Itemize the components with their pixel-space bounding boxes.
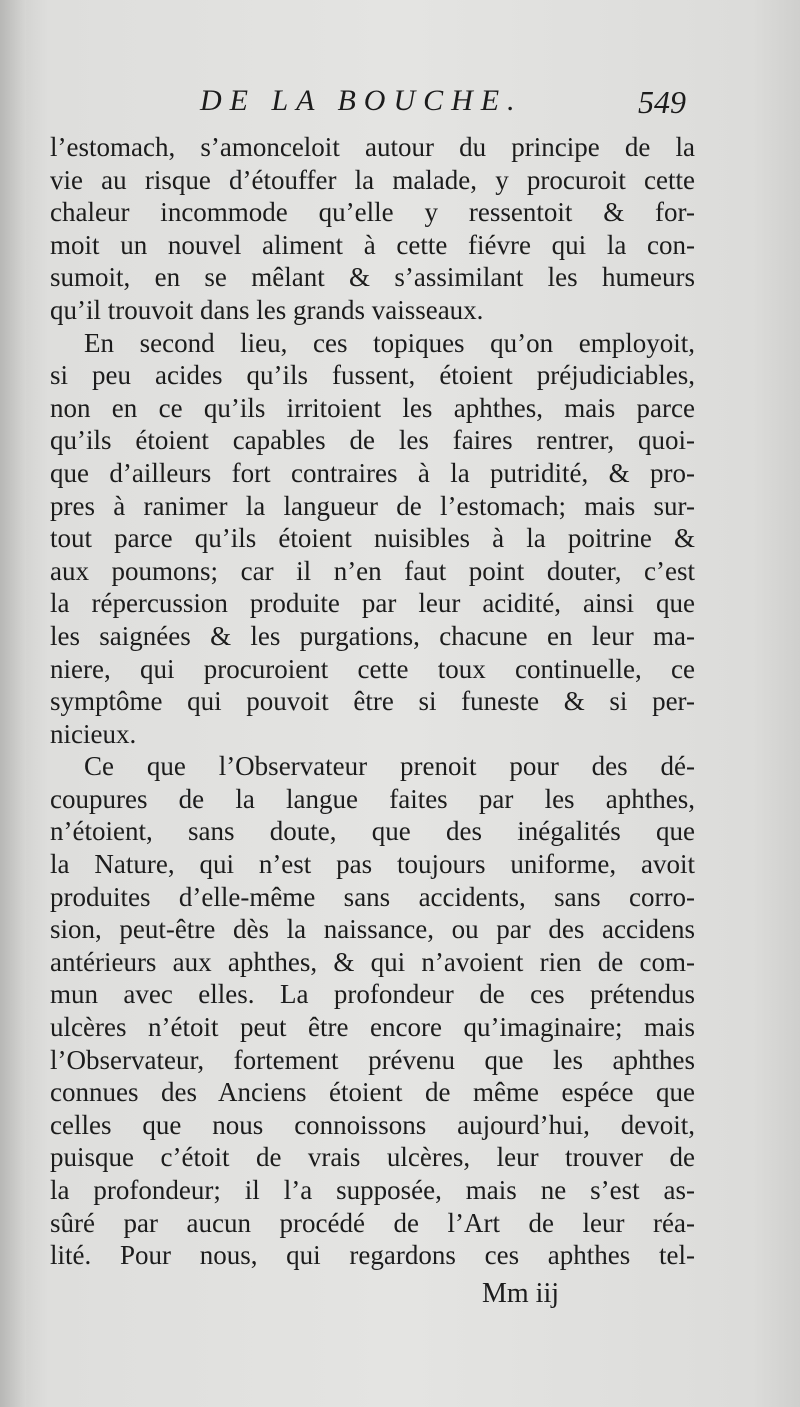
text-line: sûré par aucun procédé de l’Art de leur réa- bbox=[50, 1207, 695, 1238]
text-line: connues des Anciens étoient de même espéce que bbox=[50, 1077, 695, 1108]
text-line: sion, peut-être dès la naissance, ou par des accidens bbox=[50, 914, 695, 945]
text-line: l’Observateur, fortement prévenu que les aphthes bbox=[50, 1044, 695, 1075]
text-line: sumoit, en se mêlant & s’assimilant les humeurs bbox=[50, 262, 695, 293]
text-line: antérieurs aux aphthes, & qui n’avoient rien de com- bbox=[50, 946, 695, 977]
text-line: la Nature, qui n’est pas toujours uniforme, avoit bbox=[50, 849, 695, 880]
text-line: la répercussion produite par leur acidité, ainsi que bbox=[50, 588, 695, 619]
text-line: qu’il trouvoit dans les grands vaisseaux. bbox=[50, 294, 484, 325]
page-gutter-shadow bbox=[0, 0, 26, 1407]
text-line: niere, qui procuroient cette toux continuelle, ce bbox=[50, 653, 695, 684]
text-line: la profondeur; il l’a supposée, mais ne s’est as- bbox=[50, 1175, 695, 1205]
text-line: lité. Pour nous, qui regardons ces aphthes tel- bbox=[50, 1240, 695, 1271]
text-line: chaleur incommode qu’elle y ressentoit & for- bbox=[50, 197, 695, 228]
text-line: mun avec elles. La profondeur de ces prétendus bbox=[50, 979, 695, 1010]
text-line: ulcères n’étoit peut être encore qu’imaginaire; mais bbox=[50, 1012, 695, 1043]
text-line: coupures de la langue faites par les aphthes, bbox=[50, 783, 695, 814]
text-line: si peu acides qu’ils fussent, étoient préjudiciables, bbox=[50, 360, 695, 391]
signature-mark: Mm iij bbox=[482, 1278, 560, 1309]
text-line: symptôme qui pouvoit être si funeste & si per- bbox=[50, 686, 695, 717]
text-line: que d’ailleurs fort contraires à la putridité, & pro- bbox=[50, 457, 695, 488]
text-line: non en ce qu’ils irritoient les aphthes, mais parce bbox=[50, 392, 695, 423]
running-title: DE LA BOUCHE. bbox=[200, 84, 523, 117]
text-line: moit un nouvel aliment à cette fiévre qui la con- bbox=[50, 229, 695, 260]
text-line: vie au risque d’étouffer la malade, y procuroit cette bbox=[50, 164, 695, 195]
text-line: l’estomach, s’amonceloit autour du principe de la bbox=[50, 132, 695, 162]
text-line: qu’ils étoient capables de les faires rentrer, quoi- bbox=[50, 425, 695, 456]
text-line: puisque c’étoit de vrais ulcères, leur trouver de bbox=[50, 1142, 695, 1173]
text-line: produites d’elle-même sans accidents, sans corro- bbox=[50, 881, 695, 912]
paragraph-start-line: En second lieu, ces topiques qu’on employoit, bbox=[84, 327, 695, 358]
running-head bbox=[200, 84, 700, 124]
text-line: celles que nous connoissons aujourd’hui, devoit, bbox=[50, 1109, 695, 1140]
text-line: tout parce qu’ils étoient nuisibles à la poitrine & bbox=[50, 523, 695, 554]
page-number: 549 bbox=[638, 84, 686, 120]
body-text bbox=[50, 131, 695, 1272]
text-line: n’étoient, sans doute, que des inégalités que bbox=[50, 816, 695, 847]
text-line: les saignées & les purgations, chacune en leur ma- bbox=[50, 620, 695, 651]
text-line: nicieux. bbox=[50, 718, 137, 749]
paragraph-start-line: Ce que l’Observateur prenoit pour des dé- bbox=[84, 751, 695, 782]
text-line: pres à ranimer la langueur de l’estomach; mais sur- bbox=[50, 490, 695, 521]
text-line: aux poumons; car il n’en faut point douter, c’est bbox=[50, 555, 695, 586]
